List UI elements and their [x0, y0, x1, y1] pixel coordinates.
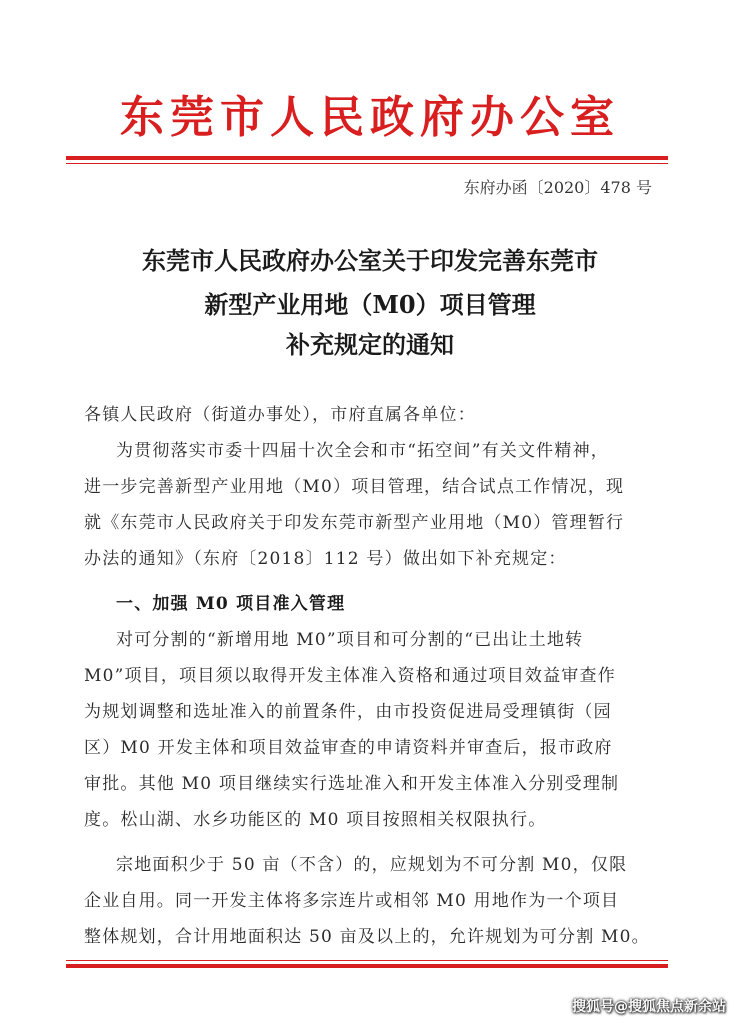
paragraph-2-line: 度。松山湖、水乡功能区的 M0 项目按照相关权限执行。: [84, 810, 547, 830]
source-watermark: 搜狐号@搜狐焦点新余站: [572, 999, 726, 1015]
document-number: 东府办函〔2020〕478 号: [463, 178, 652, 197]
paragraph-3-line: 整体规划，合计用地面积达 50 亩及以上的，允许规划为可分割 M0。: [84, 927, 650, 947]
addressee-line: 各镇人民政府（街道办事处），市府直属各单位：: [84, 405, 476, 425]
paragraph-1-line: 办法的通知》（东府〔2018〕112 号）做出如下补充规定：: [84, 549, 567, 569]
red-divider-bottom-thick: [66, 964, 668, 968]
paragraph-2-line: 审批。其他 M0 项目继续实行选址准入和开发主体准入分别受理制: [84, 774, 620, 794]
paragraph-1-line: 就《东莞市人民政府关于印发东莞市新型产业用地（M0）管理暂行: [84, 513, 625, 533]
document-title-line-3: 补充规定的通知: [286, 330, 454, 359]
red-divider-top-thin: [66, 163, 668, 164]
document-title-line-1: 东莞市人民政府办公室关于印发完善东莞市: [142, 246, 598, 275]
paragraph-3-line: 企业自用。同一开发主体将多宗连片或相邻 M0 用地作为一个项目: [84, 891, 620, 911]
red-divider-top-thick: [66, 156, 668, 160]
issuing-office-title: 东莞市人民政府办公室: [120, 92, 620, 143]
paragraph-1-line: 进一步完善新型产业用地（M0）项目管理，结合试点工作情况，现: [84, 477, 625, 497]
section-1-heading: 一、加强 M0 项目准入管理: [116, 594, 346, 614]
paragraph-2-line: 区）M0 开发主体和项目效益审查的申请资料并审查后，报市政府: [84, 738, 613, 758]
red-divider-bottom-thin: [66, 960, 668, 961]
paragraph-1-line: 为贯彻落实市委十四届十次全会和市“拓空间”有关文件精神，: [116, 441, 609, 461]
paragraph-2-line: 对可分割的“新增用地 M0”项目和可分割的“已出让土地转: [116, 630, 584, 650]
paragraph-2-line: 为规划调整和选址准入的前置条件，由市投资促进局受理镇街（园: [84, 702, 612, 722]
paragraph-3-line: 宗地面积少于 50 亩（不含）的，应规划为不可分割 M0，仅限: [116, 855, 628, 875]
paragraph-2-line: M0”项目，项目须以取得开发主体准入资格和通过项目效益审查作: [84, 666, 616, 686]
document-title-line-2: 新型产业用地（M0）项目管理: [204, 290, 536, 319]
